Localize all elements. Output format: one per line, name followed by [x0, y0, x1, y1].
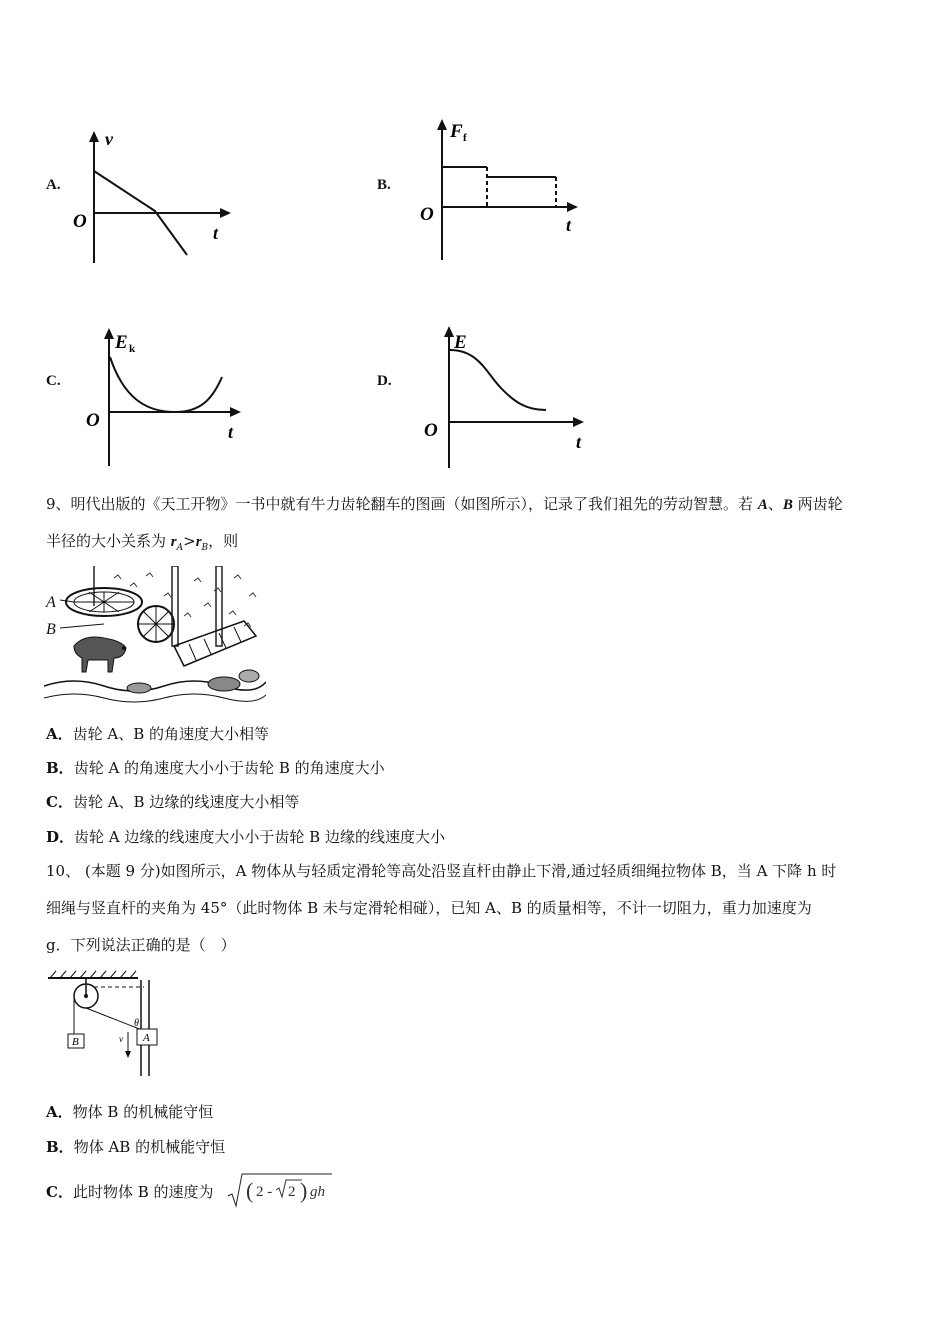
origin-label: O [420, 204, 434, 225]
q9-option-c[interactable]: C．齿轮 A、B 边缘的线速度大小相等 [46, 793, 300, 811]
gear-label-b: B [46, 621, 56, 638]
axis-label-x: t [576, 432, 582, 452]
axis-label-y: E [454, 332, 467, 353]
formula-two: 2 - [256, 1184, 273, 1200]
pulley-rod-diagram [44, 968, 174, 1080]
energy-time-graph [418, 322, 593, 472]
formula-close-paren: ) [300, 1178, 308, 1203]
option-letter: C. [46, 373, 61, 389]
axis-label-y-sub: f [463, 132, 467, 144]
q10-option-c[interactable]: C．此时物体 B 的速度为 [46, 1183, 214, 1201]
axis-label-y: v [105, 129, 113, 149]
formula-gh: gh [310, 1184, 325, 1200]
q10-stem-line2: 细绳与竖直杆的夹角为 45°（此时物体 B 未与定滑轮相碰），已知 A、B 的质量相等，不计一切阻力，重力加速度为 [46, 899, 812, 917]
axis-label-x: t [566, 215, 572, 235]
q9-option-a[interactable]: A．齿轮 A、B 的角速度大小相等 [46, 725, 270, 743]
q9-option-d[interactable]: D．齿轮 A 边缘的线速度大小小于齿轮 B 边缘的线速度大小 [46, 828, 445, 846]
gear-label-a: A [46, 594, 56, 611]
q10-stem-line3: g．下列说法正确的是（ ） [46, 936, 236, 954]
velocity-label: v [119, 1034, 123, 1044]
block-b-label: B [72, 1036, 79, 1048]
formula-open-paren: ( [246, 1178, 254, 1203]
ox-waterwheel-illustration [44, 566, 266, 712]
q9-stem-line2: 半径的大小关系为 $r_A>r_B$，则 [46, 532, 239, 553]
friction-time-graph [410, 115, 585, 265]
origin-label: O [424, 420, 438, 441]
speed-formula [226, 1168, 336, 1210]
angle-theta-label: θ [134, 1018, 139, 1029]
velocity-time-graph [65, 125, 235, 270]
option-letter: D. [377, 373, 392, 389]
axis-label-y-sub: k [129, 343, 136, 355]
axis-label-x: t [213, 223, 219, 243]
kinetic-energy-time-graph [80, 322, 250, 470]
origin-label: O [73, 211, 87, 232]
origin-label: O [86, 410, 100, 431]
q10-option-a[interactable]: A．物体 B 的机械能守恒 [46, 1103, 214, 1121]
block-a-label: A [143, 1032, 150, 1044]
option-letter: A. [46, 177, 61, 193]
axis-label-y: F [450, 121, 463, 142]
formula-sqrt-inner: 2 [288, 1184, 296, 1200]
q10-stem-line1: 10、 (本题 9 分)如图所示，A 物体从与轻质定滑轮等高处沿竖直杆由静止下滑,通过轻质细绳拉物体 B，当 A 下降 h 时 [46, 862, 837, 880]
option-letter: B. [377, 177, 391, 193]
q9-stem-line1: 9、明代出版的《天工开物》一书中就有牛力齿轮翻车的图画（如图所示），记录了我们祖先的劳动智慧。若 A、B 两齿轮 [46, 495, 843, 513]
axis-label-x: t [228, 422, 234, 442]
q9-option-b[interactable]: B．齿轮 A 的角速度大小小于齿轮 B 的角速度大小 [46, 759, 385, 777]
q10-option-b[interactable]: B．物体 AB 的机械能守恒 [46, 1138, 226, 1156]
axis-label-y: E [115, 332, 128, 353]
